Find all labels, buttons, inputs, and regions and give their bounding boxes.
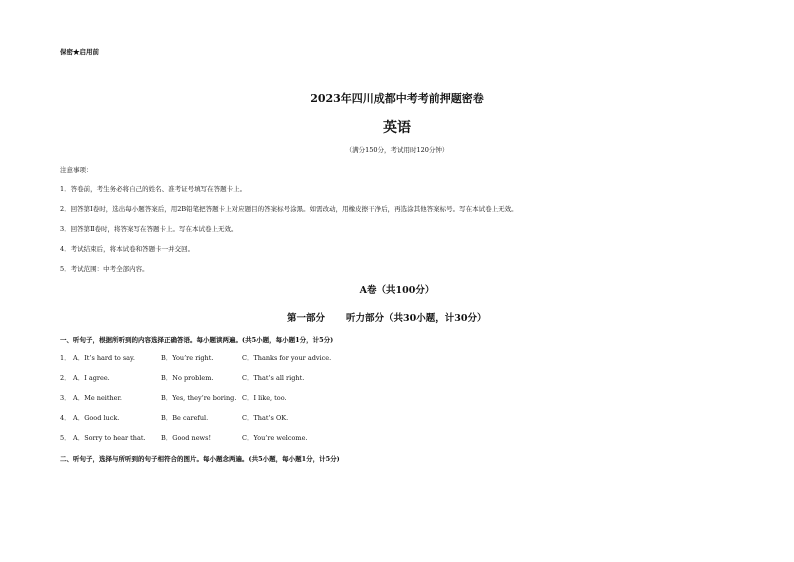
question-row-3 xyxy=(60,393,380,403)
option-a: A．I agree. xyxy=(73,374,110,382)
option-b: B．Good news! xyxy=(161,434,212,442)
part-one-title: 听力部分（共30小题，计30分） xyxy=(346,313,487,324)
question-row-2 xyxy=(60,373,380,383)
exam-title: 2023年四川成都中考考前押题密卷 xyxy=(310,92,484,105)
option-c: C．That’s all right. xyxy=(242,374,305,382)
option-c: C．That’s OK. xyxy=(242,414,289,422)
note-item-2: 2．回答第Ⅰ卷时，选出每小题答案后，用2B铅笔把答题卡上对应题目的答案标号涂黑。如需改动，用橡皮擦干净后，再选涂其他答案标号。写在本试卷上无效。 xyxy=(60,205,518,213)
part-one-label: 第一部分 xyxy=(287,313,326,324)
option-c: C．Thanks for your advice. xyxy=(242,354,332,362)
option-c: C．I like, too. xyxy=(242,394,287,402)
confidential-label: 保密★启用前 xyxy=(60,48,99,56)
section-a-heading: A卷（共100分） xyxy=(359,285,435,296)
question-number: 1． xyxy=(60,354,71,362)
option-b: B．You’re right. xyxy=(161,354,214,362)
score-info: （满分150分，考试用时120分钟） xyxy=(345,146,449,154)
note-item-3: 3．回答第Ⅱ卷时，将答案写在答题卡上。写在本试卷上无效。 xyxy=(60,225,238,233)
note-item-5: 5．考试范围：中考全部内容。 xyxy=(60,265,149,273)
note-item-1: 1．答卷前，考生务必将自己的姓名、准考证号填写在答题卡上。 xyxy=(60,185,247,193)
option-a: A．It’s hard to say. xyxy=(73,354,135,362)
subject-title: 英语 xyxy=(383,120,411,136)
question-row-1 xyxy=(60,353,380,363)
question-number: 4． xyxy=(60,414,71,422)
option-b: B．Be careful. xyxy=(161,414,209,422)
option-b: B．Yes, they’re boring. xyxy=(161,394,237,402)
note-item-4: 4．考试结束后，将本试卷和答题卡一并交回。 xyxy=(60,245,195,253)
question-section-1-instruction: 一、听句子，根据所听到的内容选择正确答语。每小题读两遍。(共5小题，每小题1分，计5分) xyxy=(60,336,334,344)
question-section-2-instruction: 二、听句子，选择与所听到的句子相符合的图片。每小题念两遍。(共5小题，每小题1分，计5分) xyxy=(60,455,340,463)
notes-heading: 注意事项： xyxy=(60,166,93,174)
question-row-5 xyxy=(60,433,380,443)
option-a: A．Me neither. xyxy=(73,394,122,402)
option-b: B．No problem. xyxy=(161,374,214,382)
question-row-4 xyxy=(60,413,380,423)
option-c: C．You’re welcome. xyxy=(242,434,308,442)
question-number: 5． xyxy=(60,434,71,442)
question-number: 2． xyxy=(60,374,71,382)
option-a: A．Sorry to hear that. xyxy=(73,434,146,442)
question-number: 3． xyxy=(60,394,71,402)
option-a: A．Good luck. xyxy=(73,414,120,422)
